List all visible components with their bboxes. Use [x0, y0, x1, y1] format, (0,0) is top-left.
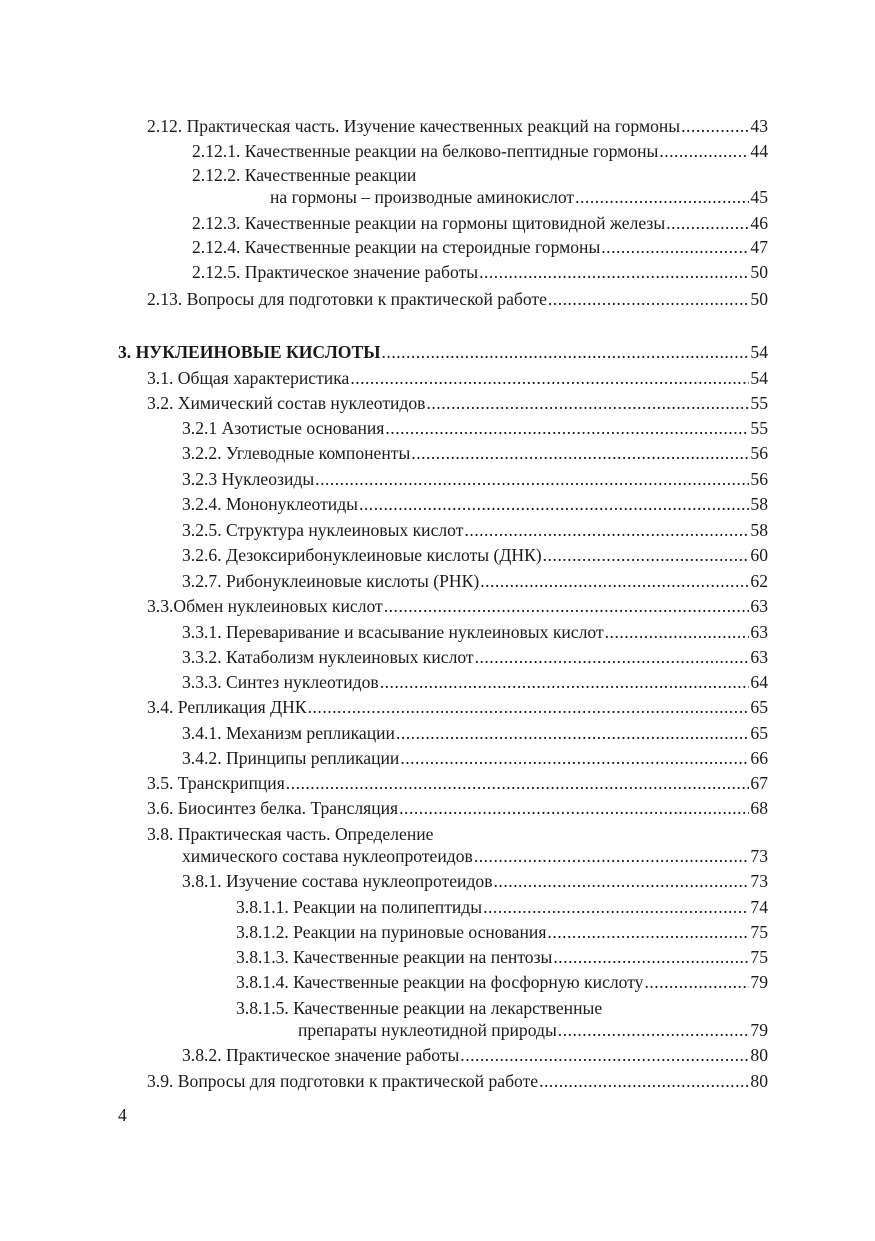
- toc-entry: [147, 114, 768, 138]
- toc-entry-page: 60: [750, 545, 768, 565]
- toc-entry: [182, 416, 768, 440]
- dot-leader: [681, 114, 749, 138]
- dot-leader: [460, 1043, 749, 1067]
- toc-entry-page: 54: [750, 342, 768, 362]
- dot-leader: [601, 235, 749, 259]
- toc-entry-page: 80: [750, 1045, 768, 1065]
- toc-entry-page: 63: [750, 622, 768, 642]
- dot-leader: [558, 1018, 750, 1042]
- toc-entry: [182, 467, 768, 491]
- dot-leader: [396, 721, 749, 745]
- dot-leader: [411, 441, 749, 465]
- toc-entry: [182, 620, 768, 644]
- toc-entry-title: 3.8.2. Практическое значение работы: [182, 1045, 460, 1065]
- dot-leader: [644, 970, 749, 994]
- toc-entry-title: 3.3.2. Катаболизм нуклеиновых кислот: [182, 647, 474, 667]
- toc-entry: [270, 185, 768, 209]
- toc-entry-title: 3.2. Химический состав нуклеотидов: [147, 393, 426, 413]
- toc-entry-page: 62: [750, 571, 768, 591]
- toc-entry-title: 3.4.1. Механизм репликации: [182, 723, 395, 743]
- toc-entry-title: химического состава нуклеопротеидов: [182, 846, 473, 866]
- toc-entry-page: 75: [750, 947, 768, 967]
- toc-entry-page: 50: [750, 289, 768, 309]
- dot-leader: [474, 844, 750, 868]
- toc-entry-title: 3.8.1.4. Качественные реакции на фосфорную кислоту: [236, 972, 644, 992]
- toc-entry-title: 2.12. Практическая часть. Изучение качественных реакций на гормоны: [147, 116, 681, 136]
- toc-entry-title: 2.12.5. Практическое значение работы: [192, 262, 479, 282]
- toc-entry-title: 3.8.1.2. Реакции на пуриновые основания: [236, 922, 547, 942]
- toc-entry: [192, 211, 768, 235]
- toc-entry-title: на гормоны – производные аминокислот: [270, 187, 575, 207]
- toc-entry: [182, 670, 768, 694]
- toc-entry: [182, 569, 768, 593]
- dot-leader: [400, 746, 749, 770]
- dot-leader: [553, 945, 749, 969]
- dot-leader: [382, 340, 750, 364]
- toc-entry-title: 2.12.1. Качественные реакции на белково-пептидные гормоны: [192, 141, 659, 161]
- toc-entry-page: 65: [750, 723, 768, 743]
- toc-entry: [182, 869, 768, 893]
- toc-entry-title: 2.12.4. Качественные реакции на стероидные гормоны: [192, 237, 601, 257]
- page-number: 4: [118, 1105, 127, 1125]
- toc-entry: [182, 844, 768, 868]
- toc-entry-title: 3.6. Биосинтез белка. Трансляция: [147, 798, 399, 818]
- toc-entry-title: 3.4. Репликация ДНК: [147, 697, 307, 717]
- toc-entry-title: препараты нуклеотидной природы: [298, 1020, 557, 1040]
- toc-entry-title-line: 3.8. Практическая часть. Определение: [147, 824, 434, 844]
- toc-entry-page: 63: [750, 647, 768, 667]
- toc-entry: [147, 695, 768, 719]
- toc-entry-title: 3.2.4. Мононуклеотиды: [182, 494, 358, 514]
- toc-entry: [182, 518, 768, 542]
- dot-leader: [539, 1069, 749, 1093]
- toc-entry-title: 3.8.1.3. Качественные реакции на пентозы: [236, 947, 553, 967]
- toc-entry-page: 56: [750, 443, 768, 463]
- toc-entry-title: 3.9. Вопросы для подготовки к практической работе: [147, 1071, 539, 1091]
- toc-entry-title: 3.2.1 Азотистые основания: [182, 418, 385, 438]
- toc-entry: [182, 721, 768, 745]
- toc-entry-title: 3.2.2. Углеводные компоненты: [182, 443, 411, 463]
- toc-chapter-title: 3. НУКЛЕИНОВЫЕ КИСЛОТЫ: [118, 342, 381, 362]
- toc-entry-page: 58: [750, 494, 768, 514]
- dot-leader: [399, 796, 749, 820]
- toc-entry: [182, 746, 768, 770]
- toc-entry: [192, 235, 768, 259]
- dot-leader: [359, 492, 749, 516]
- toc-entry-page: 56: [750, 469, 768, 489]
- toc-entry-title: 2.12.3. Качественные реакции на гормоны щитовидной железы: [192, 213, 666, 233]
- dot-leader: [308, 695, 750, 719]
- toc-entry: [236, 970, 768, 994]
- toc-entry: [182, 441, 768, 465]
- toc-entry: [182, 543, 768, 567]
- toc-entry: [192, 260, 768, 284]
- toc-entry: [147, 594, 768, 618]
- toc-entry-page: 66: [750, 748, 768, 768]
- dot-leader: [547, 920, 749, 944]
- toc-entry-page: 64: [750, 672, 768, 692]
- dot-leader: [659, 139, 749, 163]
- toc-entry-title: 3.1. Общая характеристика: [147, 368, 350, 388]
- dot-leader: [350, 366, 749, 390]
- toc-entry-title: 3.2.7. Рибонуклеиновые кислоты (РНК): [182, 571, 480, 591]
- toc-entry: [147, 366, 768, 390]
- toc-entry-title: 2.13. Вопросы для подготовки к практической работе: [147, 289, 547, 309]
- toc-entry-page: 55: [750, 418, 768, 438]
- toc-entry-page: 44: [750, 141, 768, 161]
- toc-entry: [182, 1043, 768, 1067]
- toc-entry-page: 79: [750, 1020, 768, 1040]
- toc-entry-title: 3.2.6. Дезоксирибонуклеиновые кислоты (ДНК): [182, 545, 542, 565]
- dot-leader: [666, 211, 749, 235]
- toc-entry-page: 75: [750, 922, 768, 942]
- toc-entry-title: 3.3.1. Переваривание и всасывание нуклеиновых кислот: [182, 622, 604, 642]
- toc-entry-page: 65: [750, 697, 768, 717]
- dot-leader: [385, 416, 749, 440]
- toc-entry: [147, 287, 768, 311]
- toc-entry: [236, 945, 768, 969]
- toc-entry-page: 80: [750, 1071, 768, 1091]
- toc-entry: [147, 1069, 768, 1093]
- toc-entry-page: 43: [750, 116, 768, 136]
- toc-entry: [236, 920, 768, 944]
- dot-leader: [605, 620, 750, 644]
- toc-entry-page: 50: [750, 262, 768, 282]
- dot-leader: [315, 467, 749, 491]
- toc-entry-title: 3.8.1.1. Реакции на полипептиды: [236, 897, 483, 917]
- toc-entry-page: 79: [750, 972, 768, 992]
- dot-leader: [384, 594, 750, 618]
- dot-leader: [494, 869, 750, 893]
- dot-leader: [480, 569, 749, 593]
- dot-leader: [548, 287, 749, 311]
- toc-entry-page: 46: [750, 213, 768, 233]
- toc-entry-page: 54: [750, 368, 768, 388]
- toc-entry: [182, 492, 768, 516]
- toc-entry-page: 47: [750, 237, 768, 257]
- dot-leader: [286, 771, 750, 795]
- toc-entry-title: 3.3.3. Синтез нуклеотидов: [182, 672, 379, 692]
- toc-entry-page: 73: [750, 846, 768, 866]
- toc-chapter-entry: [118, 340, 768, 364]
- toc-entry-page: 58: [750, 520, 768, 540]
- dot-leader: [427, 391, 750, 415]
- toc-entry-title-line: 3.8.1.5. Качественные реакции на лекарственные: [236, 998, 603, 1018]
- toc-entry: [236, 895, 768, 919]
- toc-entry-page: 67: [750, 773, 768, 793]
- toc-entry-title: 3.2.5. Структура нуклеиновых кислот: [182, 520, 464, 540]
- toc-entry: [182, 645, 768, 669]
- toc-entry: [298, 1018, 768, 1042]
- dot-leader: [475, 645, 750, 669]
- toc-entry-page: 68: [750, 798, 768, 818]
- dot-leader: [483, 895, 749, 919]
- toc-entry-page: 73: [750, 871, 768, 891]
- dot-leader: [543, 543, 750, 567]
- toc-entry: [147, 771, 768, 795]
- toc-entry-page: 45: [750, 187, 768, 207]
- dot-leader: [464, 518, 749, 542]
- toc-entry: [147, 391, 768, 415]
- toc-entry-page: 63: [750, 596, 768, 616]
- dot-leader: [380, 670, 750, 694]
- toc-entry-title-line: 2.12.2. Качественные реакции: [192, 165, 417, 185]
- toc-entry-page: 74: [750, 897, 768, 917]
- toc-entry-title: 3.8.1. Изучение состава нуклеопротеидов: [182, 871, 493, 891]
- toc-entry-title: 3.4.2. Принципы репликации: [182, 748, 400, 768]
- toc-entry: [192, 139, 768, 163]
- dot-leader: [479, 260, 749, 284]
- toc-entry-title: 3.2.3 Нуклеозиды: [182, 469, 315, 489]
- toc-entry-page: 55: [750, 393, 768, 413]
- dot-leader: [575, 185, 749, 209]
- toc-entry-title: 3.3.Обмен нуклеиновых кислот: [147, 596, 383, 616]
- toc-entry: [147, 796, 768, 820]
- toc-entry-title: 3.5. Транскрипция: [147, 773, 285, 793]
